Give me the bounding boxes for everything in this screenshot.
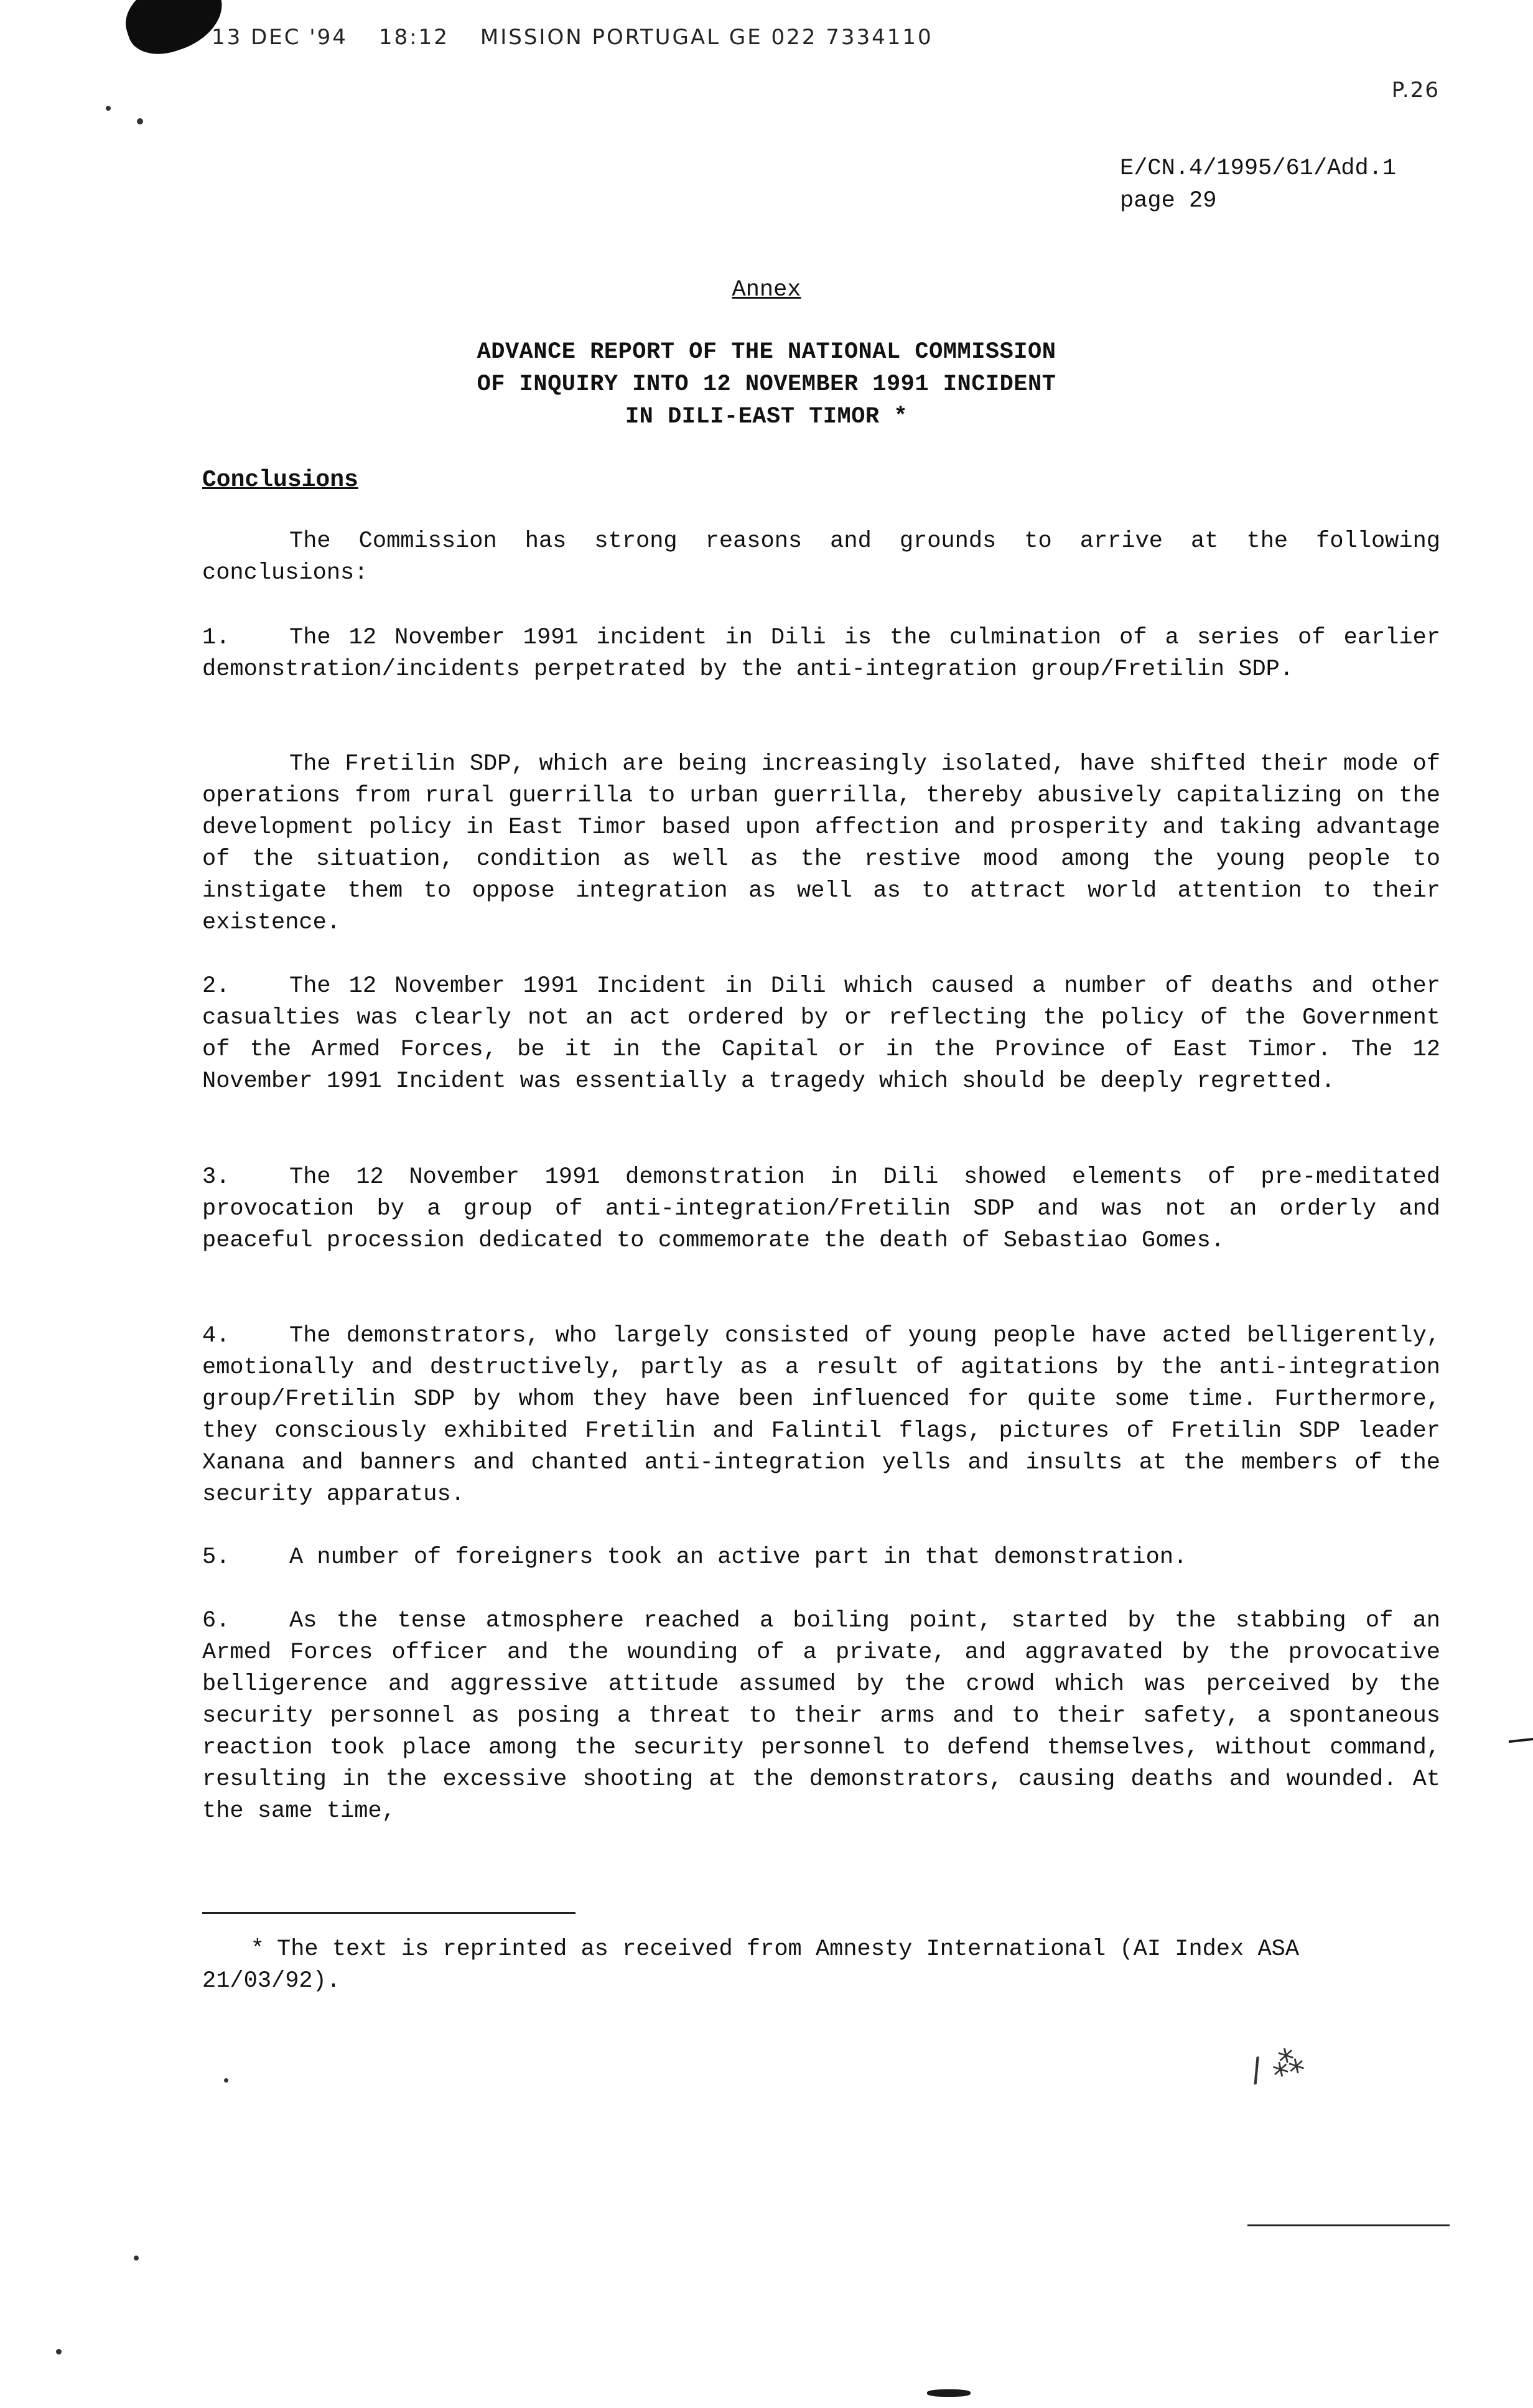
footnote-text: The text is reprinted as received from Amnesty International (AI Index ASA 21/03/92). xyxy=(202,1936,1300,1994)
fax-transmission-header xyxy=(212,25,964,50)
handwritten-initial-mark: / ⁂ xyxy=(1247,2042,1308,2090)
conclusion-paragraph-6 xyxy=(202,1605,1440,1827)
section-heading: Conclusions xyxy=(202,467,358,493)
scan-speck xyxy=(224,2078,228,2083)
scan-speck xyxy=(137,118,143,124)
margin-scan-mark xyxy=(1509,1738,1533,1743)
scan-speck xyxy=(56,2349,62,2354)
title-line: ADVANCE REPORT OF THE NATIONAL COMMISSION xyxy=(477,339,1056,365)
document-symbol: E/CN.4/1995/61/Add.1 xyxy=(1120,156,1397,182)
paragraph-number: 6. xyxy=(202,1608,230,1634)
conclusion-paragraph-1b xyxy=(202,749,1440,939)
fax-date: 13 DEC '94 xyxy=(212,25,348,50)
paragraph-text: The 12 November 1991 Incident in Dili which caused a number of deaths and other casualties was clearly not an act ordered by or reflecting the policy of the Government of the Armed Forces, be it in the Capital or in the Province of East Timor. The 12 November 1991 Incident was essentially a tragedy which should be deeply regretted. xyxy=(202,973,1440,1094)
paragraph-text: The 12 November 1991 incident in Dili is the culmination of a series of earlier demonstration/incidents perpetrated by the anti-integration group/Fretilin SDP. xyxy=(202,625,1440,683)
conclusion-paragraph-1 xyxy=(202,622,1440,686)
scan-speck xyxy=(134,2256,139,2261)
paragraph-text: The Fretilin SDP, which are being increasingly isolated, have shifted their mode of operations from rural guerrilla to urban guerrilla, thereby abusively capitalizing on the development policy in East Timor based upon affection and prosperity and taking advantage of the situation, condition as well as the restive mood among the young people to instigate them to oppose integration as well as to attract world attention to their existence. xyxy=(202,751,1440,936)
fax-time: 18:12 xyxy=(378,25,449,50)
signature-line xyxy=(1247,2224,1450,2226)
paragraph-number: 3. xyxy=(202,1164,230,1190)
conclusion-paragraph-3 xyxy=(202,1162,1440,1257)
paragraph-text: The demonstrators, who largely consisted of young people have acted belligerently, emotionally and destructively, partly as a result of agitations by the anti-integration group/Fretilin SDP by whom they have been influenced for quite some time. Furthermore, they consciously exhibited Fretilin and Falintil flags, pictures of Fretilin SDP leader Xanana and banners and chanted anti-integration yells and insults at the members of the security apparatus. xyxy=(202,1323,1440,1508)
document-reference xyxy=(1120,152,1396,217)
conclusion-paragraph-5 xyxy=(202,1542,1440,1574)
report-title xyxy=(0,336,1533,433)
paragraph-text: As the tense atmosphere reached a boiling point, started by the stabbing of an Armed Forces officer and the wounding of a private, and aggravated by the provocative belligerence and aggressive attitude assumed by the crowd which was perceived by the security personnel as posing a threat to their arms and to their safety, a spontaneous reaction took place among the security personnel to defend themselves, without command, resulting in the excessive shooting at the demonstrators, causing deaths and wounded. At the same time, xyxy=(202,1608,1440,1824)
fax-sender: MISSION PORTUGAL GE 022 7334110 xyxy=(480,25,933,50)
paragraph-number: 1. xyxy=(202,625,230,651)
annex-label: Annex xyxy=(732,277,801,303)
title-line: OF INQUIRY INTO 12 NOVEMBER 1991 INCIDENT xyxy=(477,371,1056,398)
title-line: IN DILI-EAST TIMOR * xyxy=(625,404,908,430)
bottom-scan-mark xyxy=(927,2389,971,2397)
intro-paragraph: The Commission has strong reasons and grounds to arrive at the following conclusions: xyxy=(202,528,1440,586)
footnote-separator xyxy=(202,1912,575,1914)
scan-speck xyxy=(106,106,111,111)
paragraph-number: 5. xyxy=(202,1544,230,1570)
document-page-label: page 29 xyxy=(1120,188,1217,214)
paragraph-number: 4. xyxy=(202,1323,230,1349)
paragraph-text: A number of foreigners took an active part in that demonstration. xyxy=(289,1544,1188,1570)
conclusion-paragraph-4 xyxy=(202,1320,1440,1511)
fax-page-number: P.26 xyxy=(1391,78,1440,103)
conclusion-paragraph-2 xyxy=(202,971,1440,1098)
footnote-marker: * xyxy=(250,1936,264,1962)
footnote xyxy=(202,1934,1447,1997)
paragraph-text: The 12 November 1991 demonstration in Dili showed elements of pre-meditated provocation by a group of anti-integration/Fretilin SDP and was not an orderly and peaceful procession dedicated to commemorate the death of Sebastiao Gomes. xyxy=(202,1164,1440,1254)
paragraph-number: 2. xyxy=(202,973,230,999)
